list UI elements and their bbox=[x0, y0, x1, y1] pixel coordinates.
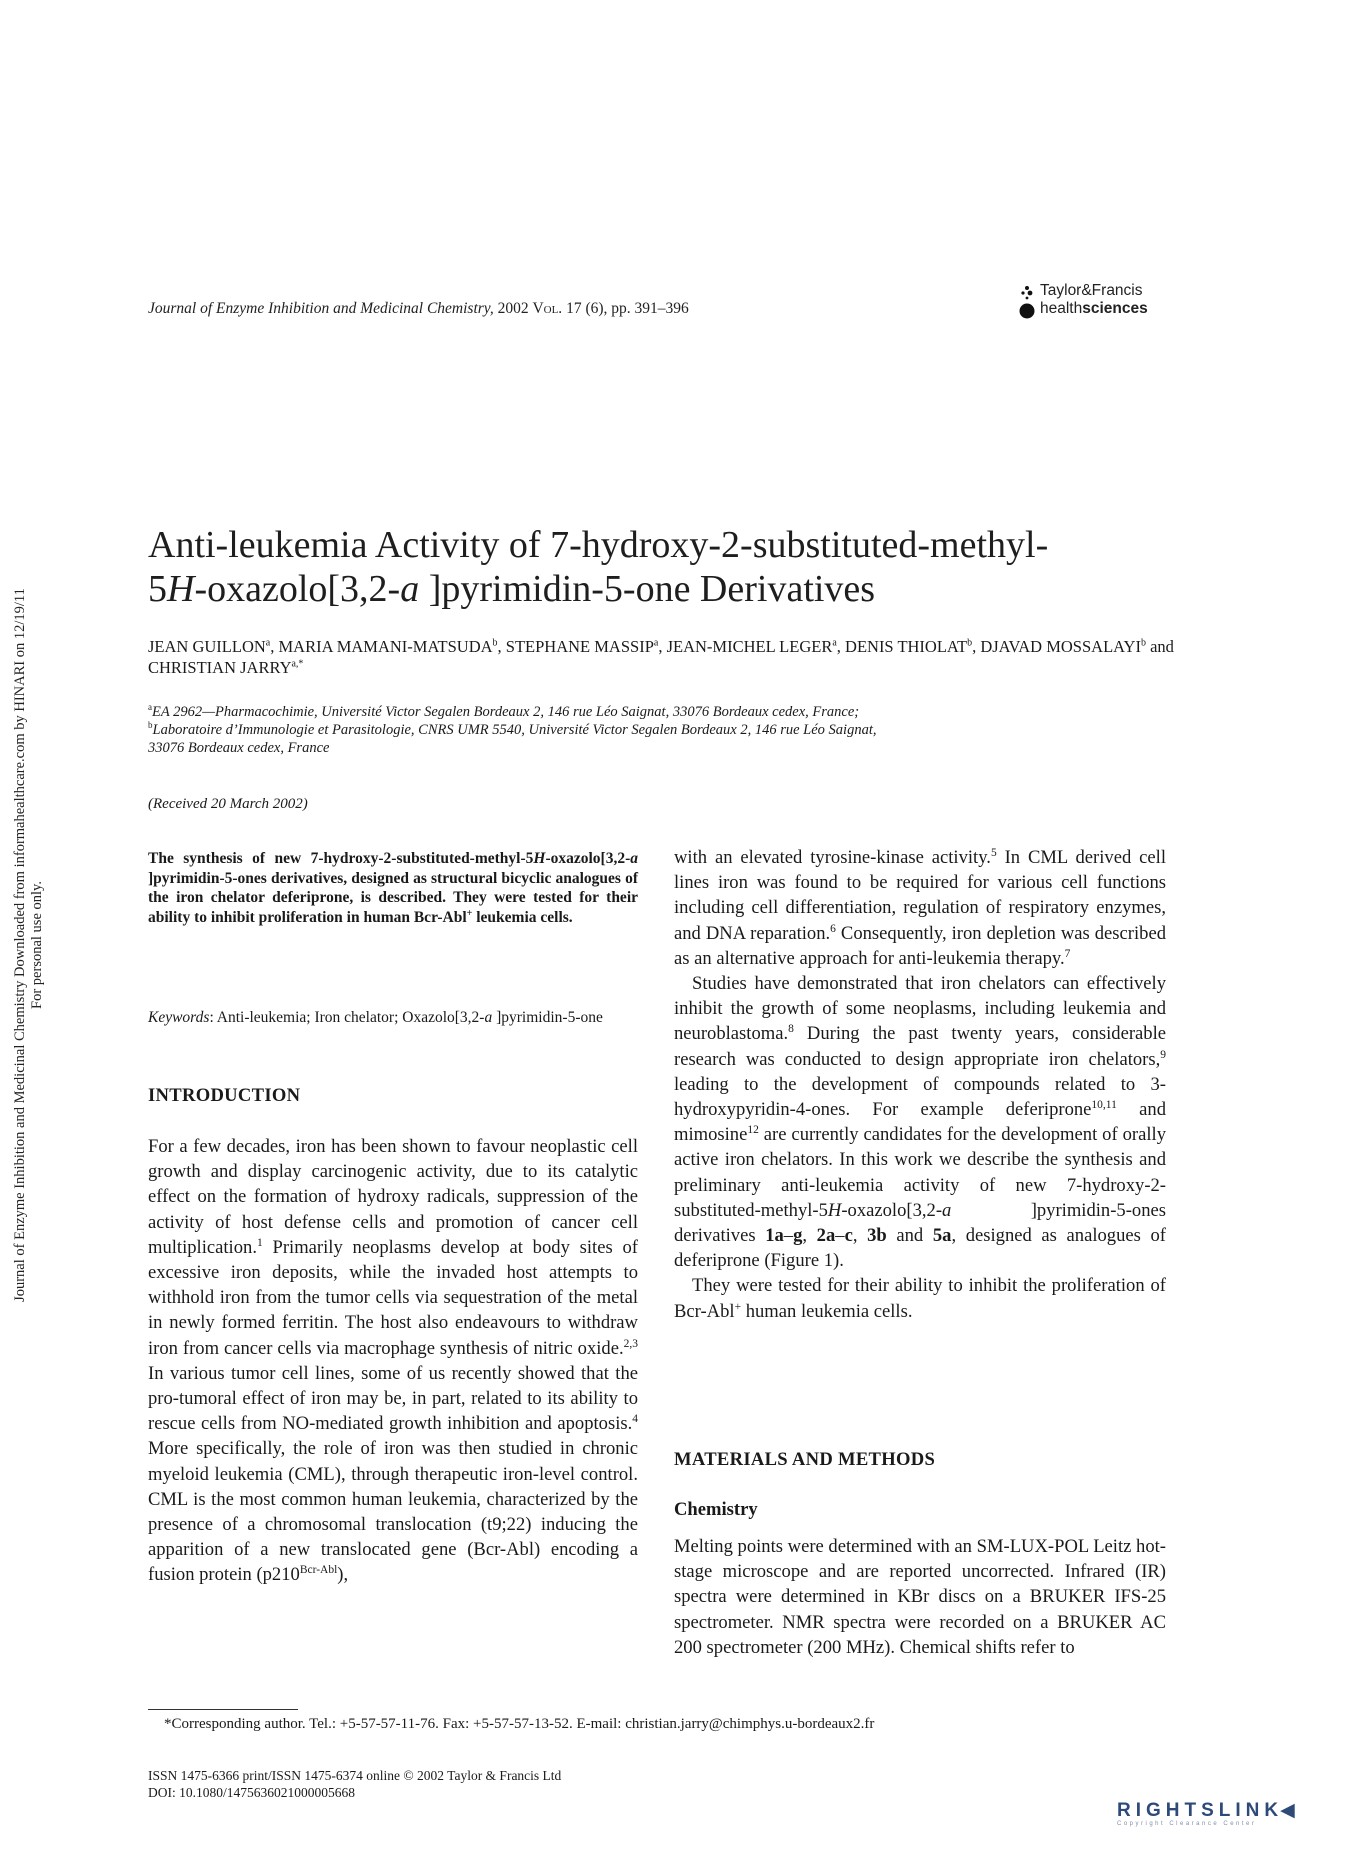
doi-line: DOI: 10.1080/1475636021000005668 bbox=[148, 1785, 355, 1800]
rightslink-label: RIGHTSLINK bbox=[1117, 1800, 1284, 1821]
download-side-note bbox=[0, 530, 60, 1360]
footnote-rule bbox=[148, 1709, 298, 1710]
rightslink-arrow-icon: ◀ bbox=[1280, 1800, 1300, 1821]
corresponding-author-footnote: *Corresponding author. Tel.: +5-57-57-11-76. Fax: +5-57-57-13-52. E-mail: christian.jarry@chimphys.u-bordeaux2.fr bbox=[164, 1716, 875, 1732]
side-note-line-2: For personal use only. bbox=[29, 881, 45, 1009]
right-column-body: with an elevated tyrosine-kinase activity.$^5$ In CML derived cell lines iron was found to be required for various cell functions including cell differentiation, regulation of respiratory enzymes, and DNA reparation.$^6$ Consequently, iron depletion was described as an alternative approach for anti-leukemia therapy.$^7$ Studies have demonstrated that iron chelators can effectively inhibit the growth of some neoplasms, including leukemia and neuroblastoma.$^8$ During the past twenty years, considerable research was conducted to design appropriate iron chelators,$^9$ leading to the development of compounds related to 3-hydroxypyridin-4-ones. For example deferiprone$^{10,11}$ and mimosine$^{12}$ are currently candidates for the development of orally active iron chelators. In this work we describe the synthesis and preliminary anti-leukemia activity of new 7-hydroxy-2-substituted-methyl-5H-oxazolo[3,2-a ]pyrimidin-5-ones derivatives 1a–g, 2a–c, 3b and 5a, designed as analogues of deferiprone (Figure 1). They were tested for their ability to inhibit the proliferation of Bcr-Abl+ human leukemia cells. bbox=[674, 846, 1166, 1322]
taylor-francis-logo-icon bbox=[1018, 284, 1038, 320]
keywords: Keywords: Anti-leukemia; Iron chelator; Oxazolo[3,2-a ]pyrimidin-5-one bbox=[148, 1009, 603, 1026]
chemistry-body: Melting points were determined with an SM-LUX-POL Leitz hot-stage microscope and are reported uncorrected. Infrared (IR) spectra were determined in KBr discs on a BRUKER IFS-25 spectrometer. NMR spectra were recorded on a BRUKER AC 200 spectrometer (200 MHz). Chemical shifts refer to bbox=[674, 1536, 1166, 1658]
article-title: Anti-leukemia Activity of 7-hydroxy-2-substituted-methyl- 5H-oxazolo[3,2-a ]pyrimidin-5-one Derivatives bbox=[148, 524, 1049, 610]
journal-name: Journal of Enzyme Inhibition and Medicinal Chemistry, bbox=[148, 300, 494, 317]
logo-line-2: healthsciences bbox=[1040, 300, 1148, 317]
rightslink-sub: Copyright Clearance Center bbox=[1117, 1821, 1257, 1827]
introduction-heading: INTRODUCTION bbox=[148, 1085, 301, 1106]
running-head bbox=[148, 300, 689, 318]
publisher-logo bbox=[1018, 282, 1168, 322]
rightslink-logo[interactable] bbox=[1117, 1799, 1300, 1827]
author-list: JEAN GUILLON$^a$, MARIA MAMANI-MATSUDA$^b$, STEPHANE MASSIP$^a$, JEAN-MICHEL LEGER$^a$, DENIS THIOLAT$^b$, DJAVAD MOSSALAYI$^b$ and CHRISTIAN $JARRY^{a,*}$ bbox=[148, 637, 1174, 677]
logo-line-1: Taylor&Francis bbox=[1040, 282, 1143, 299]
affiliations: $^a$EA 2962—Pharmacochimie, Université Victor Segalen Bordeaux 2, 146 rue Léo Saignat, 33076 Bordeaux cedex, France; $^b$Laboratoire d’Immunologie et Parasitologie, CNRS UMR 5540, Université Victor Segalen Bordeaux 2, 146 rue Léo Saignat, 33076 Bordeaux cedex, France bbox=[148, 702, 877, 756]
volume-label: Vol. bbox=[532, 300, 563, 317]
side-note-line-1: Journal of Enzyme Inhibition and Medicinal Chemistry Downloaded from informahealthcare.com by HINARI on 12/19/11 bbox=[12, 588, 28, 1302]
issn-block bbox=[148, 1767, 561, 1801]
materials-methods-heading: MATERIALS AND METHODS bbox=[674, 1449, 936, 1470]
received-date: (Received 20 March 2002) bbox=[148, 796, 308, 812]
chemistry-subheading: Chemistry bbox=[674, 1499, 758, 1520]
abstract: The synthesis of new 7-hydroxy-2-substituted-methyl-5H-oxazolo[3,2-a ]pyrimidin-5-ones derivatives, designed as structural bicyclic analogues of the iron chelator deferiprone, is described. They were tested for their ability to inhibit proliferation in human Bcr-Abl+ leukemia cells. bbox=[148, 850, 638, 926]
volume-info: 17 (6), pp. 391–396 bbox=[566, 300, 689, 317]
journal-year: 2002 bbox=[497, 300, 529, 317]
introduction-body: For a few decades, iron has been shown to favour neoplastic cell growth and display carcinogenic activity, due to its catalytic effect on the formation of hydroxy radicals, suppression of the activity of host defense cells and promotion of cancer cell multiplication.$^1$ Primarily neoplasms develop at body sites of excessive iron deposits, while the invaded host attempts to withhold iron from the tumor cells via sequestration of the metal in newly formed ferritin. The host also endeavours to withdraw iron from cancer cells via macrophage synthesis of nitric oxide.$^{2,3}$ In various tumor cell lines, some of us recently showed that the pro-tumoral effect of iron may be, in part, related to its ability to rescue cells from NO-mediated growth inhibition and apoptosis.$^4$ More specifically, the role of iron was then studied in chronic myeloid leukemia (CML), through therapeutic iron-level control. CML is the most common human leukemia, characterized by the presence of a chromosomal translocation (t9;22) inducing the apparition of a new translocated gene (Bcr-Abl) encoding a fusion protein $(p210^{Bcr-Abl})$, bbox=[148, 1136, 638, 1586]
issn-line: ISSN 1475-6366 print/ISSN 1475-6374 online © 2002 Taylor & Francis Ltd bbox=[148, 1768, 562, 1783]
